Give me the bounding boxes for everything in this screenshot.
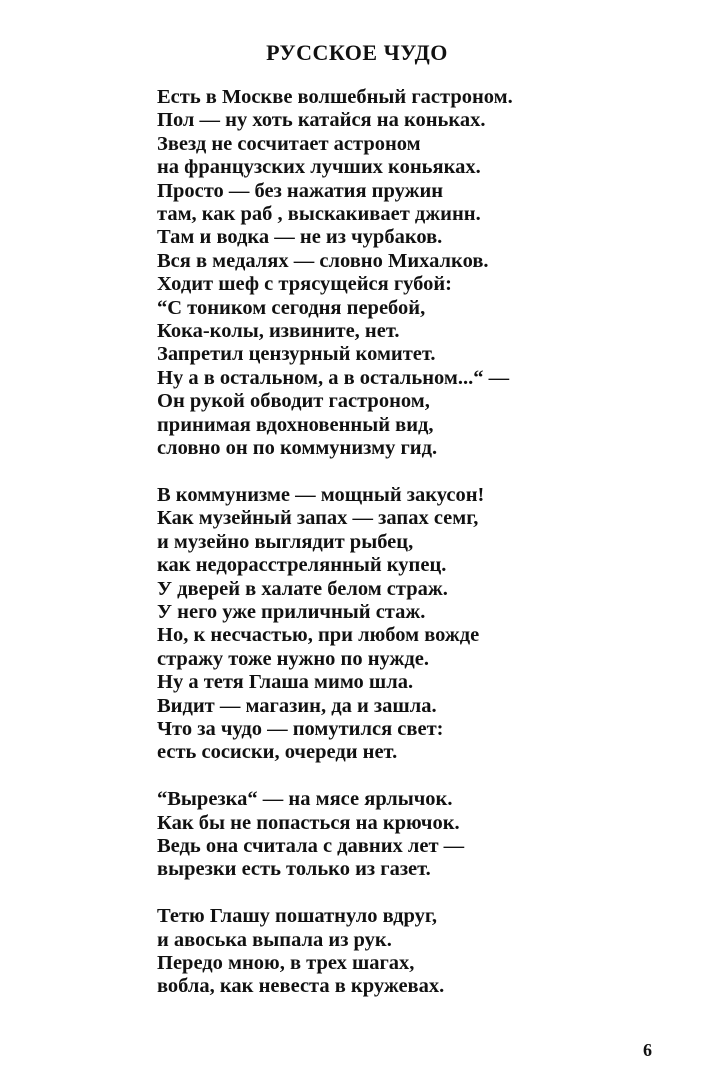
poem-line: там, как раб , выскакивает джинн. xyxy=(157,203,481,226)
poem-body xyxy=(157,86,677,999)
poem-line: Звезд не сосчитает астроном xyxy=(157,132,421,155)
stanza xyxy=(157,86,677,461)
poem-line: и музейно выглядит рыбец, xyxy=(157,530,414,553)
poem-line: есть сосиски, очереди нет. xyxy=(157,741,398,764)
stanza xyxy=(157,788,677,882)
poem-line: на французских лучших коньяках. xyxy=(157,156,481,179)
poem-line: Он рукой обводит гастроном, xyxy=(157,390,430,413)
page-number: 6 xyxy=(643,1040,652,1060)
poem-line: Там и водка — не из чурбаков. xyxy=(157,226,443,249)
stanza xyxy=(157,484,677,765)
poem-line: Видит — магазин, да и зашла. xyxy=(157,694,437,717)
poem-line: как недорасстрелянный купец. xyxy=(157,554,447,577)
poem-title: РУССКОЕ ЧУДО xyxy=(266,40,448,65)
poem-line: словно он по коммунизму гид. xyxy=(157,437,438,460)
poem-line: Просто — без нажатия пружин xyxy=(157,179,444,202)
poem-line: Вся в медалях — словно Михалков. xyxy=(157,249,489,272)
poem-line: Но, к несчастью, при любом вожде xyxy=(157,624,480,647)
poem-line: В коммунизме — мощный закусон! xyxy=(157,483,485,506)
poem-line: принимая вдохновенный вид, xyxy=(157,413,434,436)
poem-line: Тетю Глашу пошатнуло вдруг, xyxy=(157,905,438,928)
poem-line: Пол — ну хоть катайся на коньках. xyxy=(157,109,486,132)
poem-line: и авоська выпала из рук. xyxy=(157,928,392,951)
poem-line: Что за чудо — помутился свет: xyxy=(157,717,444,740)
poem-line: вобла, как невеста в кружевах. xyxy=(157,975,445,998)
poem-line: Как музейный запах — запах семг, xyxy=(157,507,479,530)
stanza xyxy=(157,905,677,999)
poem-line: Как бы не попасться на крючок. xyxy=(157,811,460,834)
poem-line: Есть в Москве волшебный гастроном. xyxy=(157,86,513,108)
poem-line: Ну а в остальном, а в остальном...“ — xyxy=(157,366,510,389)
poem-line: Ведь она считала с давних лет — xyxy=(157,834,465,857)
poem-line: Передо мною, в трех шагах, xyxy=(157,951,415,974)
poem-line: “Вырезка“ — на мясе ярлычок. xyxy=(157,788,453,811)
poem-line: вырезки есть только из газет. xyxy=(157,858,431,881)
poem-line: “С тоником сегодня перебой, xyxy=(157,296,426,319)
poem-line: Ходит шеф с трясущейся губой: xyxy=(157,273,452,296)
poem-line: Ну а тетя Глаша мимо шла. xyxy=(157,671,414,694)
poem-line: У него уже приличный стаж. xyxy=(157,600,426,623)
poem-line: Запретил цензурный комитет. xyxy=(157,343,436,366)
poem-line: У дверей в халате белом страж. xyxy=(157,577,448,600)
poem-line: Кока-колы, извините, нет. xyxy=(157,320,400,343)
poem-line: стражу тоже нужно по нужде. xyxy=(157,647,429,670)
